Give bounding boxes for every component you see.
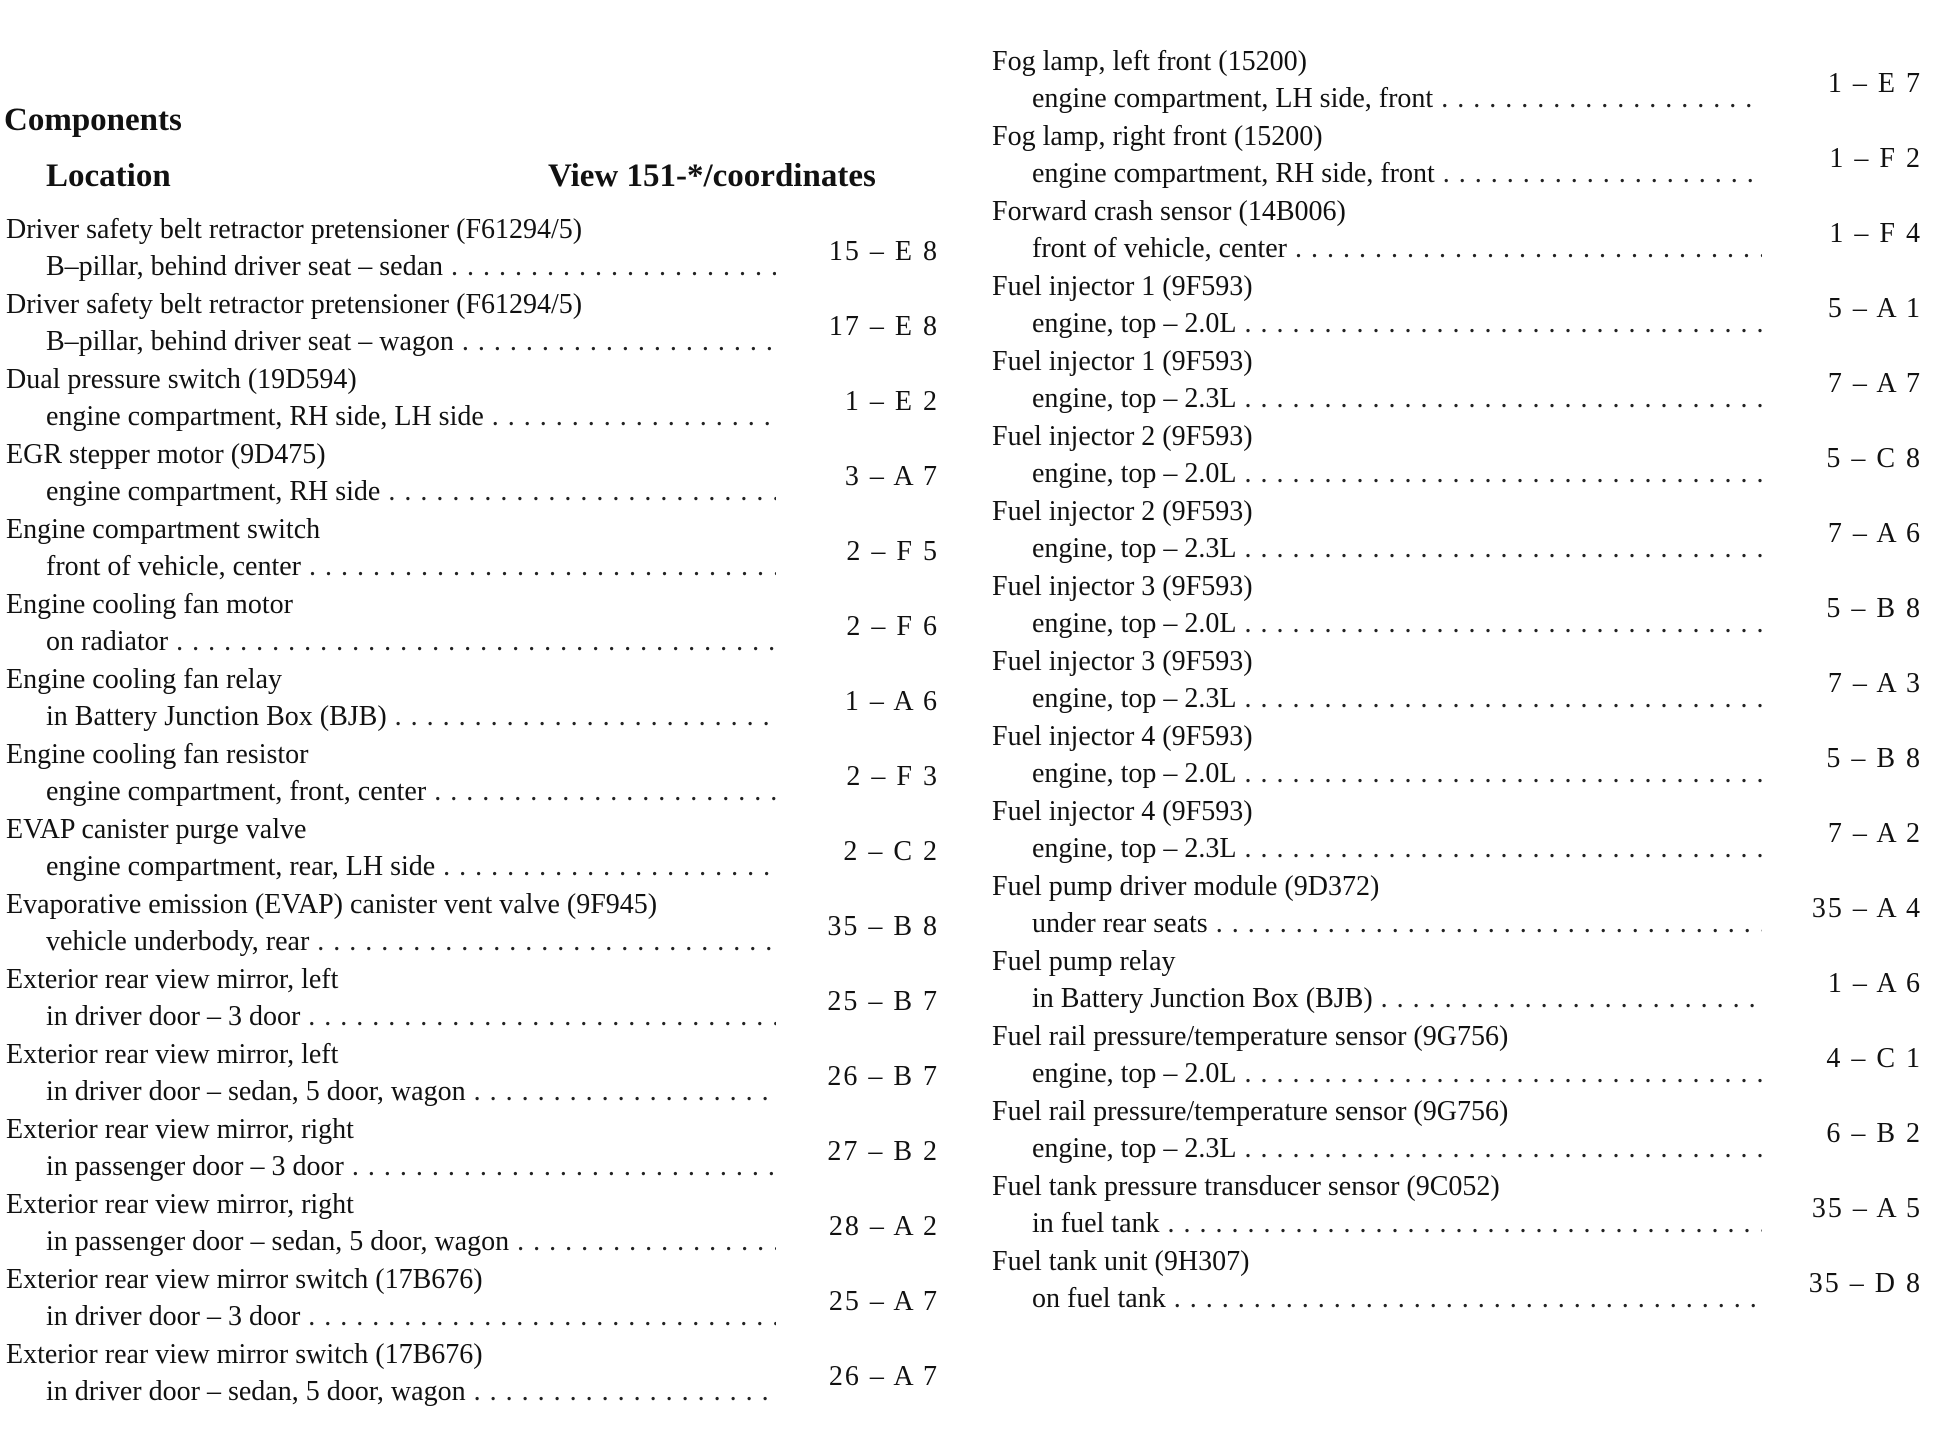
component-location: vehicle underbody, rear . . . [46, 924, 776, 960]
component-location: engine compartment, rear, LH side . . . [46, 849, 776, 885]
component-entry [992, 1019, 1922, 1094]
component-entry [6, 362, 939, 437]
component-coordinates: 1 – F 2 [1829, 143, 1922, 174]
component-location: in passenger door – sedan, 5 door, wagon . . . [46, 1224, 776, 1260]
component-name: Fuel tank unit (9H307) [992, 1246, 1250, 1277]
component-entry [992, 419, 1922, 494]
component-entry [6, 1337, 939, 1412]
component-entry [6, 287, 939, 362]
component-coordinates: 5 – B 8 [1826, 593, 1922, 624]
component-coordinates: 7 – A 6 [1827, 518, 1922, 549]
location-column-header: Location [46, 158, 171, 194]
component-coordinates: 15 – E 8 [828, 236, 939, 267]
component-name: Exterior rear view mirror switch (17B676) [6, 1339, 483, 1370]
component-coordinates: 28 – A 2 [828, 1211, 939, 1242]
component-name: Exterior rear view mirror switch (17B676) [6, 1264, 483, 1295]
component-entry [992, 44, 1922, 119]
component-entry [992, 644, 1922, 719]
component-name: Driver safety belt retractor pretensioner (F61294/5) [6, 214, 583, 245]
component-location: engine, top – 2.3L . . . [1032, 831, 1762, 867]
component-name: Fuel pump relay [992, 946, 1176, 977]
component-coordinates: 1 – E 2 [844, 386, 939, 417]
component-name: Engine compartment switch [6, 514, 321, 545]
component-coordinates: 5 – B 8 [1826, 743, 1922, 774]
component-coordinates: 1 – A 6 [1827, 968, 1922, 999]
component-name: Exterior rear view mirror, left [6, 1039, 339, 1070]
component-name: Engine cooling fan relay [6, 664, 283, 695]
component-location: engine, top – 2.0L . . . [1032, 606, 1762, 642]
component-coordinates: 17 – E 8 [828, 311, 939, 342]
component-name: Fuel injector 2 (9F593) [992, 496, 1253, 527]
component-location: in driver door – 3 door . . . [46, 999, 776, 1035]
component-name: Fuel injector 4 (9F593) [992, 796, 1253, 827]
component-location: engine, top – 2.0L . . . [1032, 456, 1762, 492]
component-coordinates: 1 – F 4 [1829, 218, 1922, 249]
component-entry [992, 194, 1922, 269]
component-location: engine compartment, RH side . . . [46, 474, 776, 510]
component-coordinates: 26 – A 7 [828, 1361, 939, 1392]
component-coordinates: 7 – A 3 [1827, 668, 1922, 699]
component-entry [6, 512, 939, 587]
component-entry [992, 344, 1922, 419]
component-coordinates: 7 – A 7 [1827, 368, 1922, 399]
component-entry [992, 1094, 1922, 1169]
component-name: Fuel injector 4 (9F593) [992, 721, 1253, 752]
component-coordinates: 4 – C 1 [1826, 1043, 1922, 1074]
component-name: Forward crash sensor (14B006) [992, 196, 1346, 227]
component-location: engine compartment, LH side, front . . . [1032, 81, 1762, 117]
component-coordinates: 2 – F 3 [846, 761, 939, 792]
component-coordinates: 35 – A 5 [1811, 1193, 1922, 1224]
component-name: Fuel injector 3 (9F593) [992, 571, 1253, 602]
component-coordinates: 5 – A 1 [1827, 293, 1922, 324]
component-location: engine compartment, front, center . . . [46, 774, 776, 810]
component-name: Fuel pump driver module (9D372) [992, 871, 1380, 902]
page-title: Components [4, 102, 182, 138]
component-entry [992, 269, 1922, 344]
component-coordinates: 2 – F 6 [846, 611, 939, 642]
component-location: on fuel tank . . . [1032, 1281, 1762, 1317]
component-name: Fuel tank pressure transducer sensor (9C052) [992, 1171, 1500, 1202]
component-coordinates: 25 – A 7 [828, 1286, 939, 1317]
left-component-list [6, 212, 939, 1412]
view-coordinates-column-header: View 151-*/coordinates [548, 158, 876, 194]
component-location: front of vehicle, center . . . [46, 549, 776, 585]
component-name: Fog lamp, right front (15200) [992, 121, 1323, 152]
component-location: engine, top – 2.0L . . . [1032, 1056, 1762, 1092]
component-location: engine, top – 2.0L . . . [1032, 306, 1762, 342]
component-entry [6, 887, 939, 962]
component-location: front of vehicle, center . . . [1032, 231, 1762, 267]
component-name: Exterior rear view mirror, right [6, 1189, 354, 1220]
component-coordinates: 35 – D 8 [1808, 1268, 1922, 1299]
component-location: B–pillar, behind driver seat – sedan . . . [46, 249, 776, 285]
component-name: Exterior rear view mirror, left [6, 964, 339, 995]
component-location: in Battery Junction Box (BJB) . . . [1032, 981, 1762, 1017]
component-name: Engine cooling fan motor [6, 589, 293, 620]
component-name: Fuel rail pressure/temperature sensor (9G756) [992, 1096, 1509, 1127]
component-coordinates: 35 – A 4 [1811, 893, 1922, 924]
component-entry [992, 944, 1922, 1019]
component-entry [6, 737, 939, 812]
component-location: under rear seats . . . [1032, 906, 1762, 942]
component-entry [992, 719, 1922, 794]
component-location: in fuel tank . . . [1032, 1206, 1762, 1242]
component-coordinates: 35 – B 8 [827, 911, 939, 942]
component-entry [6, 212, 939, 287]
component-location: B–pillar, behind driver seat – wagon . . . [46, 324, 776, 360]
component-entry [992, 869, 1922, 944]
component-location: engine, top – 2.3L . . . [1032, 381, 1762, 417]
component-coordinates: 26 – B 7 [827, 1061, 939, 1092]
component-name: Fuel injector 2 (9F593) [992, 421, 1253, 452]
component-location: in driver door – sedan, 5 door, wagon . . . [46, 1374, 776, 1410]
component-coordinates: 27 – B 2 [827, 1136, 939, 1167]
component-location: engine, top – 2.3L . . . [1032, 531, 1762, 567]
component-location: engine compartment, RH side, front . . . [1032, 156, 1762, 192]
component-coordinates: 1 – A 6 [844, 686, 939, 717]
component-location: engine, top – 2.3L . . . [1032, 1131, 1762, 1167]
component-location: on radiator . . . [46, 624, 776, 660]
component-name: Fuel injector 1 (9F593) [992, 271, 1253, 302]
right-component-list [992, 44, 1922, 1319]
component-entry [992, 119, 1922, 194]
component-entry [992, 794, 1922, 869]
component-name: Driver safety belt retractor pretensioner (F61294/5) [6, 289, 583, 320]
component-name: Fuel rail pressure/temperature sensor (9G756) [992, 1021, 1509, 1052]
component-entry [992, 1169, 1922, 1244]
component-name: Fuel injector 3 (9F593) [992, 646, 1253, 677]
component-location: engine compartment, RH side, LH side . . . [46, 399, 776, 435]
component-entry [6, 962, 939, 1037]
component-name: Engine cooling fan resistor [6, 739, 309, 770]
component-entry [992, 569, 1922, 644]
component-name: Dual pressure switch (19D594) [6, 364, 357, 395]
component-entry [992, 1244, 1922, 1319]
component-entry [6, 1037, 939, 1112]
component-name: EVAP canister purge valve [6, 814, 307, 845]
component-entry [6, 812, 939, 887]
component-entry [6, 1262, 939, 1337]
component-coordinates: 2 – F 5 [846, 536, 939, 567]
component-coordinates: 25 – B 7 [827, 986, 939, 1017]
component-name: Exterior rear view mirror, right [6, 1114, 354, 1145]
component-entry [6, 662, 939, 737]
component-location: in driver door – 3 door . . . [46, 1299, 776, 1335]
component-name: Evaporative emission (EVAP) canister vent valve (9F945) [6, 889, 658, 920]
component-name: Fog lamp, left front (15200) [992, 46, 1307, 77]
component-location: in Battery Junction Box (BJB) . . . [46, 699, 776, 735]
component-coordinates: 5 – C 8 [1826, 443, 1922, 474]
component-coordinates: 7 – A 2 [1827, 818, 1922, 849]
component-location: in passenger door – 3 door . . . [46, 1149, 776, 1185]
component-coordinates: 6 – B 2 [1826, 1118, 1922, 1149]
component-location: engine, top – 2.3L . . . [1032, 681, 1762, 717]
component-entry [992, 494, 1922, 569]
component-entry [6, 1112, 939, 1187]
component-entry [6, 437, 939, 512]
component-name: EGR stepper motor (9D475) [6, 439, 326, 470]
component-entry [6, 1187, 939, 1262]
component-entry [6, 587, 939, 662]
component-location: engine, top – 2.0L . . . [1032, 756, 1762, 792]
component-coordinates: 2 – C 2 [843, 836, 939, 867]
component-location: in driver door – sedan, 5 door, wagon . . . [46, 1074, 776, 1110]
component-coordinates: 3 – A 7 [844, 461, 939, 492]
component-name: Fuel injector 1 (9F593) [992, 346, 1253, 377]
component-coordinates: 1 – E 7 [1827, 68, 1922, 99]
